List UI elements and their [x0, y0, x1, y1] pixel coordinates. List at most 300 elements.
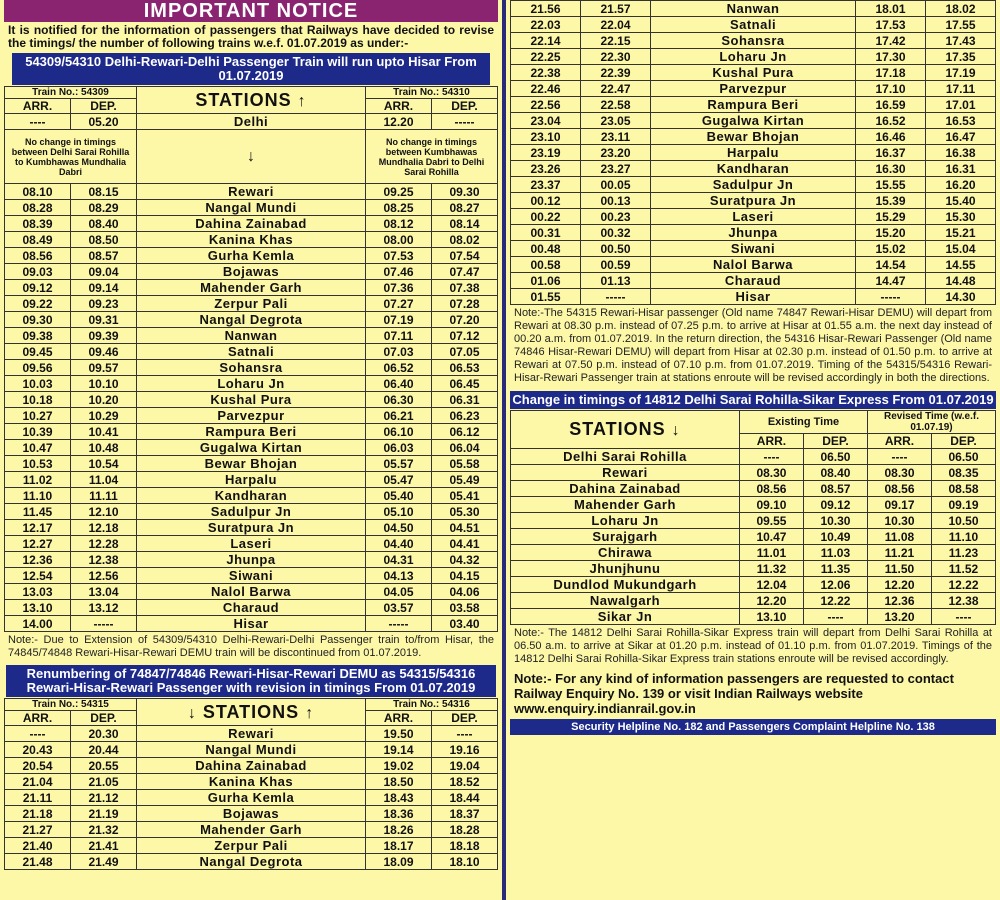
time-cell: 06.52 — [365, 360, 431, 376]
time-cell: 13.12 — [71, 600, 137, 616]
time-cell: 06.50 — [931, 449, 995, 465]
train-no-left: Train No.: 54309 — [5, 87, 137, 99]
time-cell: 21.19 — [71, 806, 137, 822]
time-cell: 10.47 — [5, 440, 71, 456]
time-cell: 14.48 — [926, 273, 996, 289]
cell: 05.20 — [71, 114, 137, 130]
station-name: Nangal Mundi — [137, 200, 366, 216]
station-name: Nangal Mundi — [137, 742, 366, 758]
time-cell: 16.38 — [926, 145, 996, 161]
time-cell: 13.10 — [5, 600, 71, 616]
time-cell: 08.56 — [867, 481, 931, 497]
time-cell: 11.45 — [5, 504, 71, 520]
time-cell: 18.01 — [856, 1, 926, 17]
stations-header — [137, 87, 366, 114]
time-cell: 12.38 — [931, 593, 995, 609]
time-cell: 21.18 — [5, 806, 71, 822]
train-no-left: Train No.: 54315 — [5, 699, 137, 711]
time-cell: 06.53 — [431, 360, 497, 376]
time-cell: 11.04 — [71, 472, 137, 488]
time-cell: 21.40 — [5, 838, 71, 854]
dep-header: DEP. — [431, 711, 497, 726]
station-name: Loharu Jn — [511, 513, 740, 529]
time-cell: 00.05 — [581, 177, 651, 193]
time-cell: 06.21 — [365, 408, 431, 424]
stations-header — [137, 699, 366, 726]
time-cell: 14.47 — [856, 273, 926, 289]
station-name: Loharu Jn — [651, 49, 856, 65]
table-row — [511, 241, 996, 257]
station-name: Sadulpur Jn — [137, 504, 366, 520]
time-cell: ----- — [365, 616, 431, 632]
station-name: Delhi Sarai Rohilla — [511, 449, 740, 465]
station-name: Hisar — [651, 289, 856, 305]
right-column — [510, 0, 996, 900]
time-cell: 18.10 — [431, 854, 497, 870]
time-cell: 23.37 — [511, 177, 581, 193]
time-cell: 12.10 — [71, 504, 137, 520]
station-name: Jhunpa — [651, 225, 856, 241]
station-name: Rampura Beri — [651, 97, 856, 113]
table-row — [5, 472, 498, 488]
table-row — [511, 609, 996, 625]
time-cell: 22.46 — [511, 81, 581, 97]
time-cell: 10.30 — [867, 513, 931, 529]
time-cell: 12.27 — [5, 536, 71, 552]
station-name: Kushal Pura — [651, 65, 856, 81]
time-cell: 04.15 — [431, 568, 497, 584]
up-arrow-icon: ↑ — [297, 92, 307, 110]
time-cell: 22.14 — [511, 33, 581, 49]
time-cell: 09.31 — [71, 312, 137, 328]
time-cell: 10.29 — [71, 408, 137, 424]
time-cell: 00.22 — [511, 209, 581, 225]
time-cell: 10.03 — [5, 376, 71, 392]
time-cell: 12.28 — [71, 536, 137, 552]
time-cell: 09.03 — [5, 264, 71, 280]
station-name: Kanina Khas — [137, 774, 366, 790]
time-cell: 09.12 — [5, 280, 71, 296]
dep-header: DEP. — [931, 434, 995, 449]
time-cell: 20.54 — [5, 758, 71, 774]
time-cell: 11.08 — [867, 529, 931, 545]
table-row — [5, 248, 498, 264]
section1-heading: 54309/54310 Delhi-Rewari-Delhi Passenger Train will run upto Hisar From 01.07.2019 — [12, 53, 490, 85]
station-name: Kandharan — [137, 488, 366, 504]
station-name: Mahender Garh — [511, 497, 740, 513]
station-name: Siwani — [651, 241, 856, 257]
station-name: Nanwan — [651, 1, 856, 17]
time-cell: 04.06 — [431, 584, 497, 600]
station-name: Nalol Barwa — [137, 584, 366, 600]
time-cell: 16.30 — [856, 161, 926, 177]
time-cell: 07.11 — [365, 328, 431, 344]
time-cell: 08.56 — [739, 481, 803, 497]
time-cell: 08.50 — [71, 232, 137, 248]
time-cell: 08.14 — [431, 216, 497, 232]
time-cell: 18.50 — [365, 774, 431, 790]
time-cell: 01.06 — [511, 273, 581, 289]
time-cell: 12.06 — [803, 577, 867, 593]
time-cell: 07.38 — [431, 280, 497, 296]
time-cell: 15.39 — [856, 193, 926, 209]
time-cell: 19.16 — [431, 742, 497, 758]
time-cell: 07.05 — [431, 344, 497, 360]
time-cell: 16.37 — [856, 145, 926, 161]
table-row — [511, 577, 996, 593]
time-cell: 08.30 — [739, 465, 803, 481]
table-row — [511, 257, 996, 273]
time-cell: 20.43 — [5, 742, 71, 758]
table-row — [5, 790, 498, 806]
time-cell: 00.50 — [581, 241, 651, 257]
table-row — [5, 742, 498, 758]
cell: ----- — [431, 114, 497, 130]
time-cell: 05.47 — [365, 472, 431, 488]
time-cell: 06.04 — [431, 440, 497, 456]
time-cell: 17.11 — [926, 81, 996, 97]
station-name: Gurha Kemla — [137, 248, 366, 264]
time-cell: 19.14 — [365, 742, 431, 758]
time-cell: 08.25 — [365, 200, 431, 216]
time-cell: 07.36 — [365, 280, 431, 296]
time-cell: 16.53 — [926, 113, 996, 129]
station-name: Kushal Pura — [137, 392, 366, 408]
table-row — [5, 822, 498, 838]
time-cell: 11.02 — [5, 472, 71, 488]
intro-text: It is notified for the information of passengers that Railways have decided to revise the timings/ the number of following trains w.e.f. 01.07.2019 as under:- — [8, 23, 494, 50]
time-cell: ----- — [581, 289, 651, 305]
arr-header: ARR. — [365, 711, 431, 726]
table-row — [5, 568, 498, 584]
table-row — [511, 97, 996, 113]
table-row — [511, 17, 996, 33]
time-cell: 07.12 — [431, 328, 497, 344]
time-cell: 08.57 — [803, 481, 867, 497]
time-cell: 00.58 — [511, 257, 581, 273]
time-cell: 22.15 — [581, 33, 651, 49]
time-cell: 23.19 — [511, 145, 581, 161]
time-cell: ---- — [739, 449, 803, 465]
time-cell: 14.30 — [926, 289, 996, 305]
time-cell: ---- — [803, 609, 867, 625]
time-cell: 13.20 — [867, 609, 931, 625]
time-cell: 08.02 — [431, 232, 497, 248]
station-name: Nangal Degrota — [137, 854, 366, 870]
table-row — [5, 616, 498, 632]
table-row — [511, 481, 996, 497]
time-cell: 09.38 — [5, 328, 71, 344]
station-name: Suratpura Jn — [137, 520, 366, 536]
time-cell: 22.47 — [581, 81, 651, 97]
time-cell: 04.31 — [365, 552, 431, 568]
table-row — [5, 440, 498, 456]
time-cell: 05.58 — [431, 456, 497, 472]
time-cell: 15.04 — [926, 241, 996, 257]
time-cell: 10.48 — [71, 440, 137, 456]
final-note: Note:- For any kind of information passengers are requested to contact Railway Enquiry No. 139 or visit Indian Railways website www.enquiry.indianrail.gov.in — [514, 671, 954, 716]
time-cell: 16.47 — [926, 129, 996, 145]
time-cell: 11.21 — [867, 545, 931, 561]
time-cell: 18.09 — [365, 854, 431, 870]
station-name: Rewari — [137, 184, 366, 200]
time-cell: 17.19 — [926, 65, 996, 81]
station-name: Nanwan — [137, 328, 366, 344]
time-cell: 08.40 — [71, 216, 137, 232]
time-cell: 15.55 — [856, 177, 926, 193]
time-cell: 06.23 — [431, 408, 497, 424]
table-row — [5, 854, 498, 870]
time-cell: 10.50 — [931, 513, 995, 529]
time-cell: 09.45 — [5, 344, 71, 360]
station-name: Mahender Garh — [137, 822, 366, 838]
stations-label: STATIONS — [569, 419, 666, 439]
time-cell: 06.45 — [431, 376, 497, 392]
time-cell: 06.12 — [431, 424, 497, 440]
time-cell: 08.27 — [431, 200, 497, 216]
station-name: Loharu Jn — [137, 376, 366, 392]
time-cell: 17.43 — [926, 33, 996, 49]
time-cell: 06.30 — [365, 392, 431, 408]
station-name: Bojawas — [137, 806, 366, 822]
table-row — [511, 33, 996, 49]
table-row — [511, 225, 996, 241]
table-row — [5, 360, 498, 376]
time-cell: 07.19 — [365, 312, 431, 328]
time-cell: 23.26 — [511, 161, 581, 177]
time-cell: 07.47 — [431, 264, 497, 280]
time-cell: 18.26 — [365, 822, 431, 838]
time-cell: ---- — [5, 726, 71, 742]
station-name: Satnali — [651, 17, 856, 33]
time-cell: 19.50 — [365, 726, 431, 742]
time-cell: 21.05 — [71, 774, 137, 790]
table-row — [5, 504, 498, 520]
time-cell: 12.36 — [867, 593, 931, 609]
table-row — [5, 184, 498, 200]
time-cell: 10.49 — [803, 529, 867, 545]
time-cell: 06.50 — [803, 449, 867, 465]
time-cell: 06.31 — [431, 392, 497, 408]
time-cell: 21.11 — [5, 790, 71, 806]
time-cell: 12.38 — [71, 552, 137, 568]
time-cell: 21.41 — [71, 838, 137, 854]
table-row — [511, 529, 996, 545]
time-cell: 22.03 — [511, 17, 581, 33]
time-cell: 06.03 — [365, 440, 431, 456]
time-cell: 08.56 — [5, 248, 71, 264]
station-name: Dahina Zainabad — [511, 481, 740, 497]
time-cell: 11.11 — [71, 488, 137, 504]
dep-header: DEP. — [431, 99, 497, 114]
table-row — [5, 232, 498, 248]
no-change-note-right: No change in timings between Kumbhawas Mundhalia Dabri to Delhi Sarai Rohilla — [365, 130, 497, 184]
existing-time-header: Existing Time — [739, 411, 867, 434]
table-row — [5, 726, 498, 742]
time-cell: 21.57 — [581, 1, 651, 17]
time-cell: 18.43 — [365, 790, 431, 806]
table-row — [511, 161, 996, 177]
station-name: Bewar Bhojan — [651, 129, 856, 145]
time-cell: 22.04 — [581, 17, 651, 33]
stations-label: STATIONS — [195, 89, 292, 110]
time-cell: 12.36 — [5, 552, 71, 568]
time-cell: 05.57 — [365, 456, 431, 472]
table-row — [511, 545, 996, 561]
down-arrow-icon: ↓ — [187, 704, 197, 722]
table-row — [511, 593, 996, 609]
time-cell: 08.39 — [5, 216, 71, 232]
table-row — [5, 838, 498, 854]
time-cell: 23.20 — [581, 145, 651, 161]
time-cell: ---- — [867, 449, 931, 465]
time-cell: 07.03 — [365, 344, 431, 360]
table-row — [511, 497, 996, 513]
table-row — [511, 1, 996, 17]
time-cell: 11.10 — [931, 529, 995, 545]
up-arrow-icon: ↑ — [305, 704, 315, 722]
table-row — [5, 312, 498, 328]
station-name: Kanina Khas — [137, 232, 366, 248]
table-row — [5, 536, 498, 552]
station-name: Dahina Zainabad — [137, 216, 366, 232]
time-cell: 22.38 — [511, 65, 581, 81]
time-cell: 08.10 — [5, 184, 71, 200]
time-cell: 16.20 — [926, 177, 996, 193]
time-cell: 17.10 — [856, 81, 926, 97]
time-cell: 17.53 — [856, 17, 926, 33]
station-name: Rewari — [137, 726, 366, 742]
time-cell: 15.20 — [856, 225, 926, 241]
time-cell: 18.37 — [431, 806, 497, 822]
time-cell: 14.00 — [5, 616, 71, 632]
time-cell: 17.35 — [926, 49, 996, 65]
time-cell: 16.46 — [856, 129, 926, 145]
time-cell: 08.58 — [931, 481, 995, 497]
time-cell: 08.35 — [931, 465, 995, 481]
table-row — [5, 200, 498, 216]
time-cell: 15.02 — [856, 241, 926, 257]
station-name: Laseri — [137, 536, 366, 552]
time-cell: 07.46 — [365, 264, 431, 280]
time-cell: 19.02 — [365, 758, 431, 774]
section2-table-continued — [510, 0, 996, 305]
time-cell: 14.55 — [926, 257, 996, 273]
time-cell: 05.40 — [365, 488, 431, 504]
time-cell: 18.17 — [365, 838, 431, 854]
station-name: Kandharan — [651, 161, 856, 177]
station-name: Hisar — [137, 616, 366, 632]
time-cell: 19.04 — [431, 758, 497, 774]
time-cell: 10.54 — [71, 456, 137, 472]
arr-header: ARR. — [867, 434, 931, 449]
time-cell: 07.20 — [431, 312, 497, 328]
table-row — [5, 520, 498, 536]
down-arrow-icon: ↓ — [137, 130, 366, 184]
time-cell: 23.10 — [511, 129, 581, 145]
station-name: Nangal Degrota — [137, 312, 366, 328]
time-cell: 08.00 — [365, 232, 431, 248]
table-row — [5, 552, 498, 568]
section2-heading: Renumbering of 74847/74846 Rewari-Hisar-Rewari DEMU as 54315/54316 Rewari-Hisar-Rewari Passenger with revision in timings From 01.07.2019 — [6, 665, 496, 697]
station-name: Laseri — [651, 209, 856, 225]
table-row — [5, 584, 498, 600]
station-name: Satnali — [137, 344, 366, 360]
time-cell: 14.54 — [856, 257, 926, 273]
time-cell: 20.55 — [71, 758, 137, 774]
station-name: Jhunjhunu — [511, 561, 740, 577]
time-cell: 15.30 — [926, 209, 996, 225]
time-cell: 11.50 — [867, 561, 931, 577]
time-cell: 16.52 — [856, 113, 926, 129]
table-row — [511, 49, 996, 65]
time-cell: 04.13 — [365, 568, 431, 584]
station-name: Sadulpur Jn — [651, 177, 856, 193]
station-name: Harpalu — [137, 472, 366, 488]
time-cell: 09.25 — [365, 184, 431, 200]
time-cell: 09.12 — [803, 497, 867, 513]
arr-header: ARR. — [5, 99, 71, 114]
cell: ---- — [5, 114, 71, 130]
time-cell: 10.30 — [803, 513, 867, 529]
table-row — [511, 561, 996, 577]
station-name: Nalol Barwa — [651, 257, 856, 273]
time-cell: 07.27 — [365, 296, 431, 312]
time-cell: 08.57 — [71, 248, 137, 264]
table-row — [511, 81, 996, 97]
table-row — [5, 774, 498, 790]
station-name: Bewar Bhojan — [137, 456, 366, 472]
time-cell: 10.27 — [5, 408, 71, 424]
time-cell: 23.27 — [581, 161, 651, 177]
time-cell: ---- — [931, 609, 995, 625]
dep-header: DEP. — [71, 711, 137, 726]
time-cell: 15.40 — [926, 193, 996, 209]
dep-header: DEP. — [803, 434, 867, 449]
time-cell: 22.56 — [511, 97, 581, 113]
time-cell: 00.48 — [511, 241, 581, 257]
time-cell: 22.25 — [511, 49, 581, 65]
arr-header: ARR. — [739, 434, 803, 449]
table-row — [5, 376, 498, 392]
time-cell: 18.18 — [431, 838, 497, 854]
time-cell: 00.31 — [511, 225, 581, 241]
time-cell: 04.50 — [365, 520, 431, 536]
station-name: Gurha Kemla — [137, 790, 366, 806]
section3-heading: Change in timings of 14812 Delhi Sarai Rohilla-Sikar Express From 01.07.2019 — [510, 391, 996, 409]
table-row — [511, 289, 996, 305]
time-cell: 12.04 — [739, 577, 803, 593]
table-row — [511, 465, 996, 481]
section3-table — [510, 410, 996, 625]
cell: 12.20 — [365, 114, 431, 130]
table-row — [511, 449, 996, 465]
table-row — [5, 488, 498, 504]
time-cell: 21.56 — [511, 1, 581, 17]
station-name: Sikar Jn — [511, 609, 740, 625]
time-cell: 04.41 — [431, 536, 497, 552]
stations-label: STATIONS — [202, 701, 300, 722]
time-cell: 05.49 — [431, 472, 497, 488]
time-cell: 18.44 — [431, 790, 497, 806]
time-cell: 17.18 — [856, 65, 926, 81]
time-cell: 05.41 — [431, 488, 497, 504]
time-cell: 04.51 — [431, 520, 497, 536]
section3-note: Note:- The 14812 Delhi Sarai Rohilla-Sikar Express train will depart from Delhi Sarai Rohilla at 06.50 a.m. to arrive at Sikar at 01.20 p.m. instead of 01.10 p.m. from 01.07.2019. Timings of the 14812 Delhi Sarai Rohilla-Sikar Express train stations enroute will be revised accordingly. — [514, 627, 992, 665]
time-cell: 07.53 — [365, 248, 431, 264]
station-name: Charaud — [137, 600, 366, 616]
table-row — [511, 513, 996, 529]
